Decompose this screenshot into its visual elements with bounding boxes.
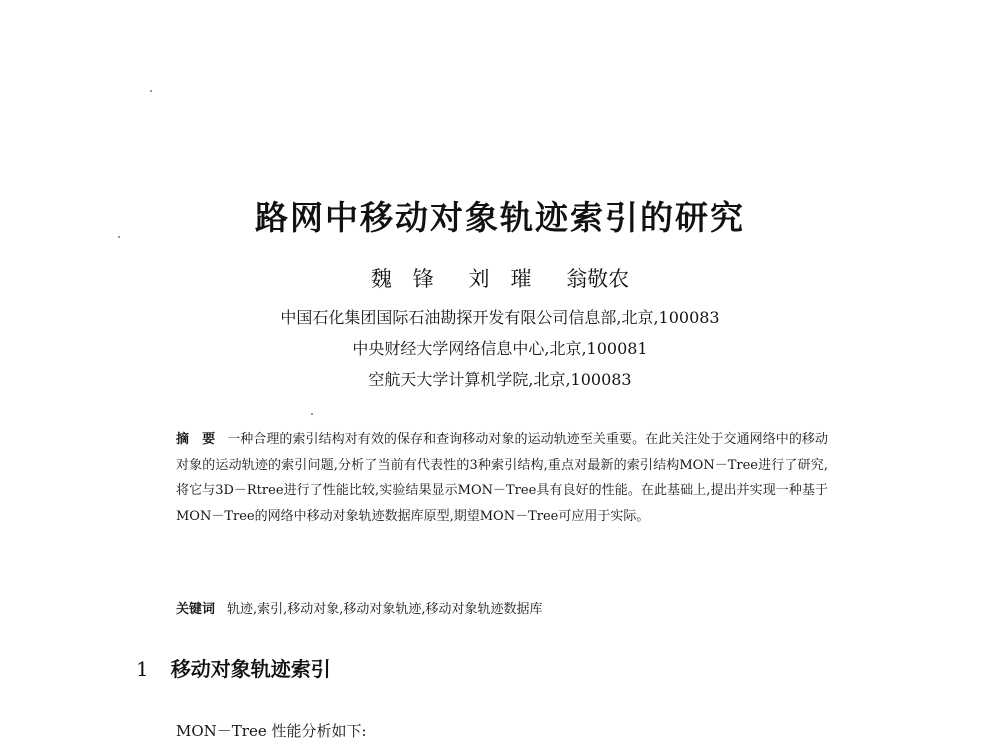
author-list [0,263,1000,293]
abstract [176,427,828,529]
abstract-text: 一种合理的索引结构对有效的保存和查询移动对象的运动轨迹至关重要。在此关注处于交通网络中的移动对象的运动轨迹的索引问题,分析了当前有代表性的3种索引结构,重点对最新的索引结构MON－Tree进行了研究,将它与3D－Rtree进行了性能比较,实验结果显示MON－Tree具有良好的性能。在此基础上,提出并实现一种基于MON－Tree的网络中移动对象轨迹数据库原型,期望MON－Tree可应用于实际。 [176,432,828,524]
section-number: 1 [136,657,149,681]
author-name: 翁敬农 [566,267,630,291]
scan-speck [311,413,313,415]
section-heading [136,653,331,682]
author-name: 刘 璀 [468,267,532,291]
affiliation-line: 中央财经大学网络信息中心,北京,100081 [352,339,648,358]
keywords-text: 轨迹,索引,移动对象,移动对象轨迹,移动对象轨迹数据库 [227,602,543,617]
abstract-label: 摘 要 [176,432,216,447]
author-name: 魏 锋 [370,267,434,291]
section-title: 移动对象轨迹索引 [170,657,331,681]
scan-speck [150,90,152,92]
keywords-label: 关键词 [176,602,216,617]
paper-title: 路网中移动对象轨迹索引的研究 [255,198,745,237]
keywords [176,598,828,617]
affiliation-line: 中国石化集团国际石油勘探开发有限公司信息部,北京,100083 [280,308,720,327]
affiliation-line: 空航天大学计算机学院,北京,100083 [368,370,632,389]
body-paragraph: MON－Tree 性能分析如下: [176,722,367,740]
